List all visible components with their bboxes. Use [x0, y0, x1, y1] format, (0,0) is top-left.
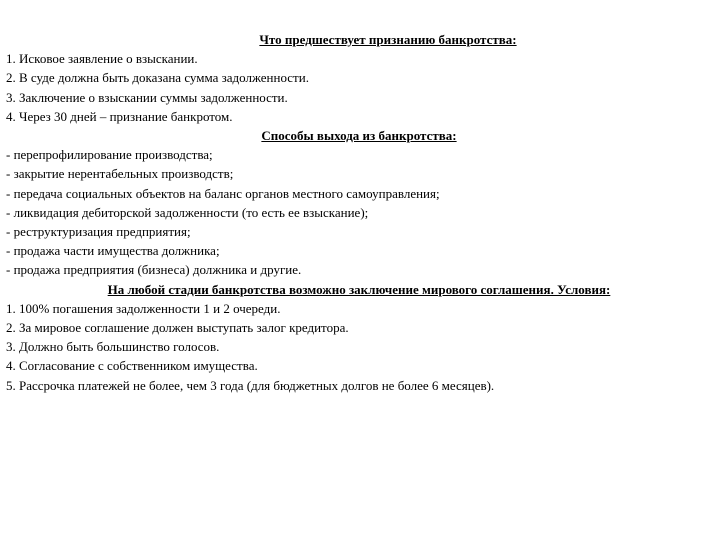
list-item: 4. Через 30 дней – признание банкротом.	[6, 108, 233, 124]
slide-text-body	[6, 30, 712, 395]
list-item: 3. Заключение о взыскании суммы задолженности.	[6, 89, 288, 105]
list-item: - продажа предприятия (бизнеса) должника и другие.	[6, 262, 302, 278]
list-item: - закрытие нерентабельных производств;	[6, 166, 234, 182]
list-item: 3. Должно быть большинство голосов.	[6, 339, 220, 355]
list-item: 1. Исковое заявление о взыскании.	[6, 51, 198, 67]
list-item: - продажа части имущества должника;	[6, 243, 220, 259]
list-item: 2. За мировое соглашение должен выступать залог кредитора.	[6, 320, 349, 336]
list-item: - передача социальных объектов на баланс органов местного самоуправления;	[6, 185, 440, 201]
heading-before-bankruptcy: Что предшествует признанию банкротства:	[259, 32, 517, 47]
list-item: 2. В суде должна быть доказана сумма задолженности.	[6, 70, 309, 86]
heading-settlement-conditions: На любой стадии банкротства возможно заключение мирового соглашения. Условия:	[107, 281, 611, 297]
list-item: 1. 100% погашения задолженности 1 и 2 очереди.	[6, 300, 281, 316]
heading-exit-methods: Способы выхода из банкротства:	[261, 128, 457, 144]
list-item: - реструктуризация предприятия;	[6, 224, 191, 240]
list-item: 4. Согласование с собственником имущества.	[6, 358, 258, 374]
list-item: - ликвидация дебиторской задолженности (то есть ее взыскание);	[6, 204, 369, 220]
list-item: 5. Рассрочка платежей не более, чем 3 года (для бюджетных долгов не более 6 месяцев).	[6, 377, 495, 393]
list-item: - перепрофилирование производства;	[6, 147, 213, 163]
